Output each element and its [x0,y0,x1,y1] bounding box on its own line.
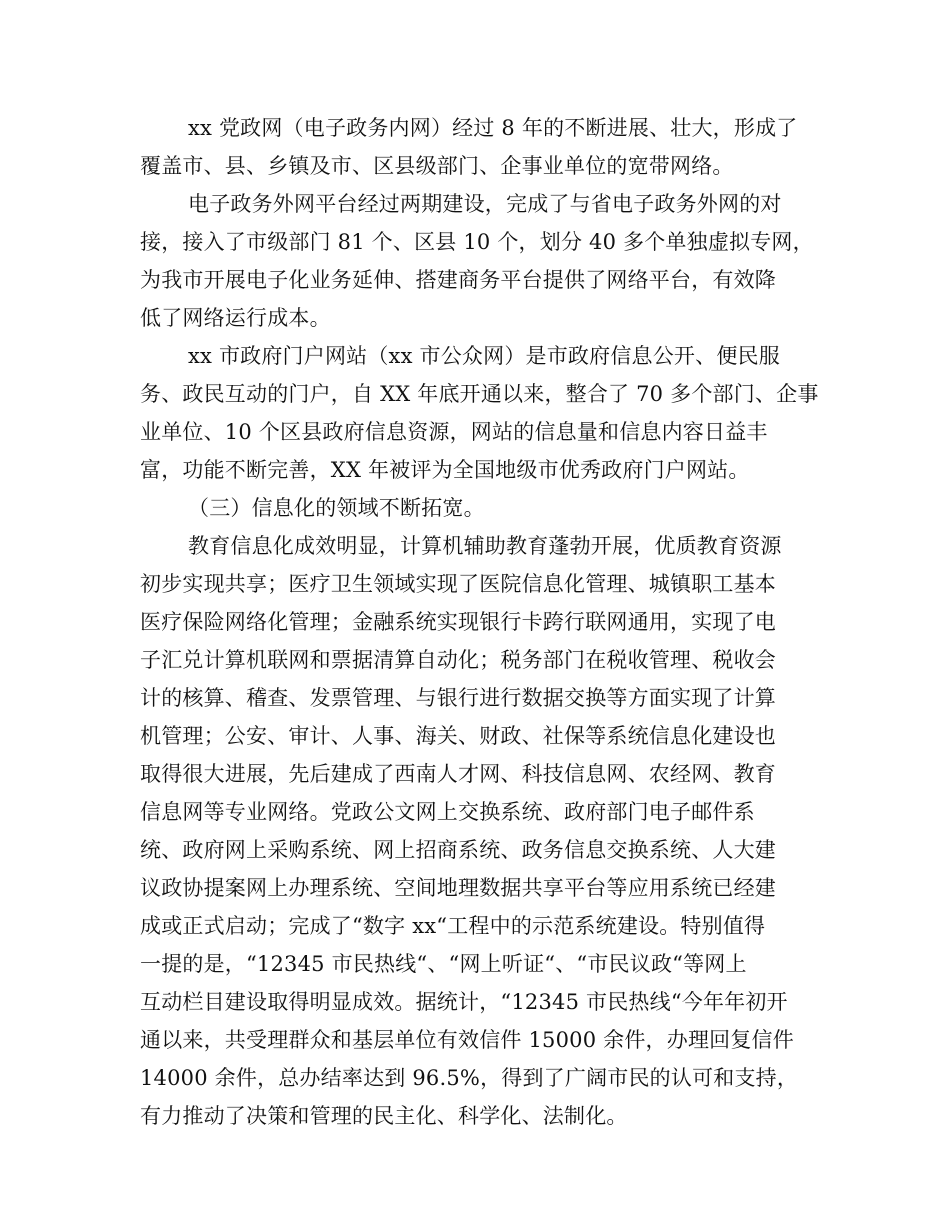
paragraph-1-line-1: xx 党政网（电子政务内网）经过 8 年的不断进展、壮大，形成了 [188,116,798,140]
paragraph-3-line-4: 富，功能不断完善，XX 年被评为全国地级市优秀政府门户网站。 [140,458,750,482]
paragraph-4-line-11: 成或正式启动；完成了“数字 xx“工程中的示范系统建设。特别值得 [140,914,766,938]
paragraph-4-line-2: 初步实现共享；医疗卫生领域实现了医院信息化管理、城镇职工基本 [140,572,776,596]
paragraph-4-line-15: 14000 余件，总办结率达到 96.5%，得到了广阔市民的认可和支持， [140,1066,799,1090]
paragraph-4-line-10: 议政协提案网上办理系统、空间地理数据共享平台等应用系统已经建 [140,876,776,900]
paragraph-2-line-2: 接，接入了市级部门 81 个、区县 10 个，划分 40 多个单独虚拟专网， [140,230,814,254]
section-heading: （三）信息化的领域不断拓宽。 [188,496,485,520]
paragraph-4-line-4: 子汇兑计算机联网和票据清算自动化；税务部门在税收管理、税收会 [140,648,776,672]
paragraph-4-line-9: 统、政府网上采购系统、网上招商系统、政务信息交换系统、人大建 [140,838,776,862]
paragraph-4-line-8: 信息网等专业网络。党政公文网上交换系统、政府部门电子邮件系 [140,800,755,824]
paragraph-4-line-5: 计的核算、稽查、发票管理、与银行进行数据交换等方面实现了计算 [140,686,776,710]
paragraph-4-line-14: 通以来，共受理群众和基层单位有效信件 15000 余件，办理回复信件 [140,1028,794,1052]
paragraph-4-line-6: 机管理；公安、审计、人事、海关、财政、社保等系统信息化建设也 [140,724,776,748]
paragraph-4-line-16: 有力推动了决策和管理的民主化、科学化、法制化。 [140,1104,628,1128]
paragraph-2-line-4: 低了网络运行成本。 [140,306,331,330]
paragraph-4-line-1: 教育信息化成效明显，计算机辅助教育蓬勃开展，优质教育资源 [188,534,782,558]
paragraph-2-line-1: 电子政务外网平台经过两期建设，完成了与省电子政务外网的对 [188,192,782,216]
paragraph-3-line-1: xx 市政府门户网站（xx 市公众网）是市政府信息公开、便民服 [188,344,780,368]
paragraph-1-line-2: 覆盖市、县、乡镇及市、区县级部门、企事业单位的宽带网络。 [140,154,734,178]
paragraph-2-line-3: 为我市开展电子化业务延伸、搭建商务平台提供了网络平台，有效降 [140,268,776,292]
paragraph-4-line-3: 医疗保险网络化管理；金融系统实现银行卡跨行联网通用，实现了电 [140,610,776,634]
paragraph-4-line-7: 取得很大进展，先后建成了西南人才网、科技信息网、农经网、教育 [140,762,776,786]
paragraph-4-line-13: 互动栏目建设取得明显成效。据统计，“12345 市民热线“今年年初开 [140,990,788,1014]
paragraph-3-line-3: 业单位、10 个区县政府信息资源，网站的信息量和信息内容日益丰 [140,420,768,444]
paragraph-3-line-2: 务、政民互动的门户，自 XX 年底开通以来，整合了 70 多个部门、企事 [140,382,819,406]
paragraph-4-line-12: 一提的是，“12345 市民热线“、“网上听证“、“市民议政“等网上 [140,952,747,976]
